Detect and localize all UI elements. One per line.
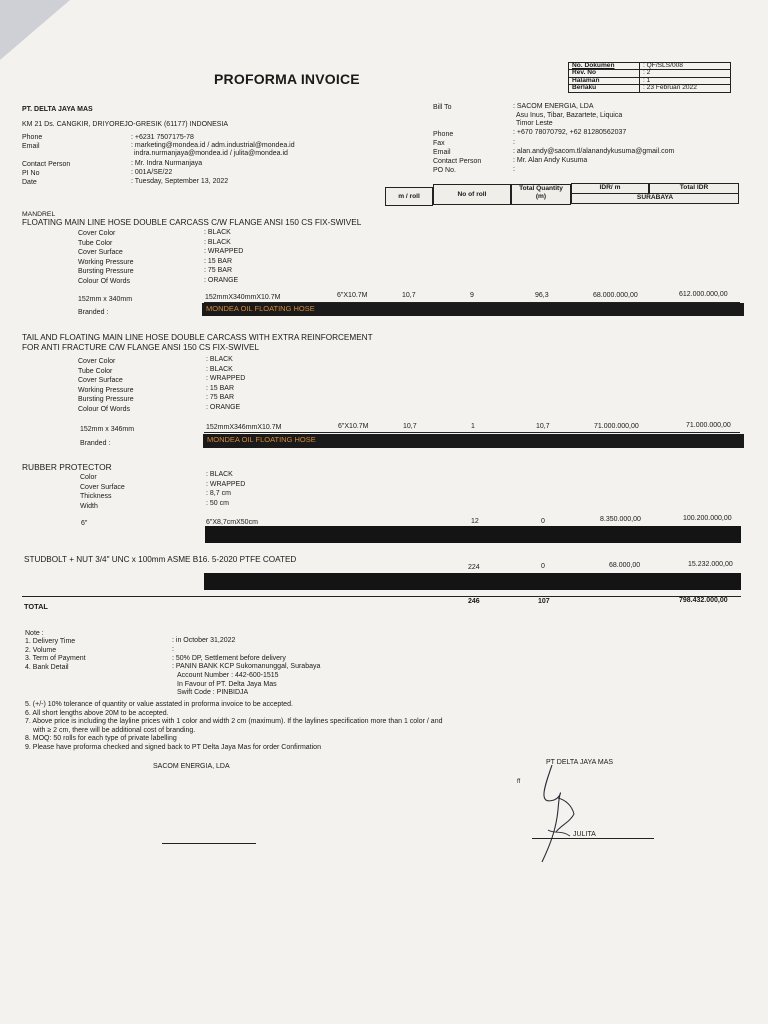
section-4-branding-bar <box>204 573 741 590</box>
seller-phone-label: Phone <box>22 134 43 141</box>
note-volume: : <box>172 646 174 653</box>
section-2-total-qty: 10,7 <box>536 423 550 430</box>
total-quantity: 107 <box>538 598 550 605</box>
seller-contact-label: Contact Person <box>22 161 71 168</box>
col-header-total-quantity: Total Quantity (m) <box>511 184 571 205</box>
section-1-title: FLOATING MAIN LINE HOSE DOUBLE CARCASS C/W FLANGE ANSI 150 CS FIX-SWIVEL <box>22 218 362 227</box>
section-2-spec-labels: Cover Color Tube Color Cover Surface Working Pressure Bursting Pressure Colour Of Words <box>78 358 134 413</box>
section-2-branded-label: Branded : <box>80 440 111 447</box>
document-info-table <box>568 62 731 93</box>
section-2-m-roll: 10,7 <box>403 423 417 430</box>
section-1-spec-labels: Cover Color Tube Color Cover Surface Working Pressure Bursting Pressure Colour Of Words <box>78 230 134 285</box>
section-2-title-2: FOR ANTI FRACTURE C/W FLANGE ANSI 150 CS FIX-SWIVEL <box>22 343 260 352</box>
col-header-idr-m: IDR/ m <box>571 183 649 194</box>
section-1-size: 152mm x 340mm <box>78 296 133 303</box>
seller-address: KM 21 Ds. CANGKIR, DRIYOREJO-GRESIK (61177) INDONESIA <box>22 121 229 128</box>
seller-email-label: Email <box>22 143 40 150</box>
section-2-m-size: 6"X10.7M <box>338 423 369 430</box>
pi-number-label: PI No <box>22 170 40 177</box>
seller-contact: : Mr. Indra Nurmanjaya <box>131 160 203 167</box>
seller-signature-line <box>532 838 654 839</box>
note-bank-detail: : PANIN BANK KCP Sukomanunggal, Surabaya <box>172 663 321 670</box>
section-1-branding-bar: MONDEA OIL FLOATING HOSE <box>202 303 744 316</box>
section-1-pre: MANDREL <box>22 211 56 218</box>
po-number-label: PO No. <box>433 167 456 174</box>
buyer-address-1: Asu Inus, Tibar, Bazartete, Liquica <box>516 112 623 119</box>
section-4-total-idr: 15.232.000,00 <box>688 561 733 568</box>
section-4-title: STUDBOLT + NUT 3/4" UNC x 100mm ASME B16. 5-2020 PTFE COATED <box>24 555 297 564</box>
total-divider <box>22 596 741 597</box>
section-1-desc: 152mmX340mmX10.7M <box>205 294 281 301</box>
seller-email-2: indra.nurmanjaya@mondea.id / julita@mondea.id <box>134 150 288 157</box>
section-2-no-roll: 1 <box>471 423 475 430</box>
doc-info-row: Berlaku : 23 Februari 2022 <box>569 85 731 92</box>
section-1-no-roll: 9 <box>470 292 474 299</box>
pi-number: : 001A/SE/22 <box>131 169 173 176</box>
section-2-spec-values: : BLACK : BLACK : WRAPPED : 15 BAR : 75 BAR : ORANGE <box>206 356 246 411</box>
buyer-signature-name: SACOM ENERGIA, LDA <box>153 763 230 770</box>
section-3-spec-labels: Color Cover Surface Thickness Width <box>80 474 125 510</box>
notes-terms: 5. (+/-) 10% tolerance of quantity or value asstated in proforma invoice to be accepted. 6. All short lengths above 20M to be accepted. 7. Above price is including the layline prices with 1 color and width 2 cm (maximum). If the laylines specification more than 1 color / and with ≥ 2 cm, there will be additional cost of branding. 8. MOQ: 50 rolls for each type of private labelling 9. Please have proforma checked and signed back to PT Delta Jaya Mas for order Confirmation <box>25 701 443 751</box>
buyer-email: : alan.andy@sacom.tl/alanandykusuma@gmail.com <box>513 148 675 155</box>
buyer-fax: : <box>513 139 515 146</box>
col-header-total-idr: Total IDR <box>649 183 739 194</box>
section-2-divider <box>204 432 740 433</box>
section-1-total-qty: 96,3 <box>535 292 549 299</box>
doc-info-row: No. Dokumen : QF/SLS/008 <box>569 63 731 70</box>
section-3-title: RUBBER PROTECTOR <box>22 462 112 472</box>
note-term-of-payment: : 50% DP, Settlement before delivery <box>172 655 286 662</box>
buyer-signature-line <box>162 843 256 844</box>
section-2-size: 152mm x 346mm <box>80 426 135 433</box>
section-3-size: 6" <box>81 520 88 527</box>
note-bank-extra: Account Number : 442-600-1515 In Favour of PT. Delta Jaya Mas Swift Code : PINBIDJA <box>177 672 279 697</box>
page-title: PROFORMA INVOICE <box>214 71 360 87</box>
section-1-m-roll: 10,7 <box>402 292 416 299</box>
buyer-name: : SACOM ENERGIA, LDA <box>513 103 594 110</box>
col-header-m-roll: m / roll <box>385 187 433 206</box>
note-delivery-time: : in October 31,2022 <box>172 637 236 644</box>
buyer-phone: : +670 78070792, +62 81280562037 <box>513 129 627 136</box>
doc-info-row: Rev. No : 2 <box>569 70 731 77</box>
buyer-email-label: Email <box>433 149 451 156</box>
section-2-total-idr: 71.000.000,00 <box>686 422 731 429</box>
notes-label: Note : <box>25 630 44 637</box>
date-label: Date <box>22 179 37 186</box>
section-3-no-roll: 12 <box>471 518 479 525</box>
buyer-contact-label: Contact Person <box>433 158 482 165</box>
section-1-m-size: 6"X10.7M <box>337 292 368 299</box>
buyer-contact: : Mr. Alan Andy Kusuma <box>513 157 588 164</box>
section-1-branded-label: Branded : <box>78 309 109 316</box>
section-3-branding-bar <box>205 526 741 543</box>
section-2-idr-m: 71.000.000,00 <box>594 423 639 430</box>
section-1-total-idr: 612.000.000,00 <box>679 291 728 298</box>
section-3-total-qty: 0 <box>541 518 545 525</box>
section-2-branding-bar: MONDEA OIL FLOATING HOSE <box>203 434 744 448</box>
total-idr: 798.432.000,00 <box>679 597 728 604</box>
section-1-spec-values: : BLACK : BLACK : WRAPPED : 15 BAR : 75 BAR : ORANGE <box>204 229 244 284</box>
location-cell: SURABAYA <box>571 193 739 204</box>
notes-keys: 1. Delivery Time 2. Volume 3. Term of Payment 4. Bank Detail <box>25 638 86 671</box>
buyer-phone-label: Phone <box>433 131 454 138</box>
section-3-desc: 6"X8,7cmX50cm <box>206 519 258 526</box>
bill-to-label: Bill To <box>433 104 452 111</box>
buyer-address-2: Timor Leste <box>516 120 553 127</box>
section-2-desc: 152mmX346mmX10.7M <box>206 424 282 431</box>
signature-mark: ff <box>517 779 521 785</box>
section-4-idr-m: 68.000,00 <box>609 562 641 569</box>
section-1-idr-m: 68.000.000,00 <box>593 292 638 299</box>
section-3-idr-m: 8.350.000,00 <box>600 516 641 523</box>
seller-signature-icon <box>530 760 600 870</box>
section-3-spec-values: : BLACK : WRAPPED : 8,7 cm : 50 cm <box>206 471 246 507</box>
seller-signature-name: PT DELTA JAYA MAS <box>546 759 614 766</box>
total-no-roll: 246 <box>468 598 480 605</box>
seller-email: : marketing@mondea.id / adm.industrial@mondea.id <box>131 142 295 149</box>
po-number: : <box>513 166 515 173</box>
section-2-title: TAIL AND FLOATING MAIN LINE HOSE DOUBLE CARCASS WITH EXTRA REINFORCEMENT <box>22 333 373 342</box>
section-4-no-roll: 224 <box>468 564 480 571</box>
seller-phone: : +6231 7507175-78 <box>131 134 194 141</box>
section-3-total-idr: 100.200.000,00 <box>683 515 732 522</box>
doc-info-row: Halaman : 1 <box>569 77 731 84</box>
total-label: TOTAL <box>24 602 48 611</box>
seller-signer-name: JULITA <box>573 831 596 838</box>
seller-name: PT. DELTA JAYA MAS <box>22 106 93 113</box>
section-4-total-qty: 0 <box>541 563 545 570</box>
buyer-fax-label: Fax <box>433 140 445 147</box>
invoice-date: : Tuesday, September 13, 2022 <box>131 178 229 185</box>
scan-corner-fold <box>0 0 70 60</box>
col-header-no-roll: No of roll <box>433 184 511 205</box>
